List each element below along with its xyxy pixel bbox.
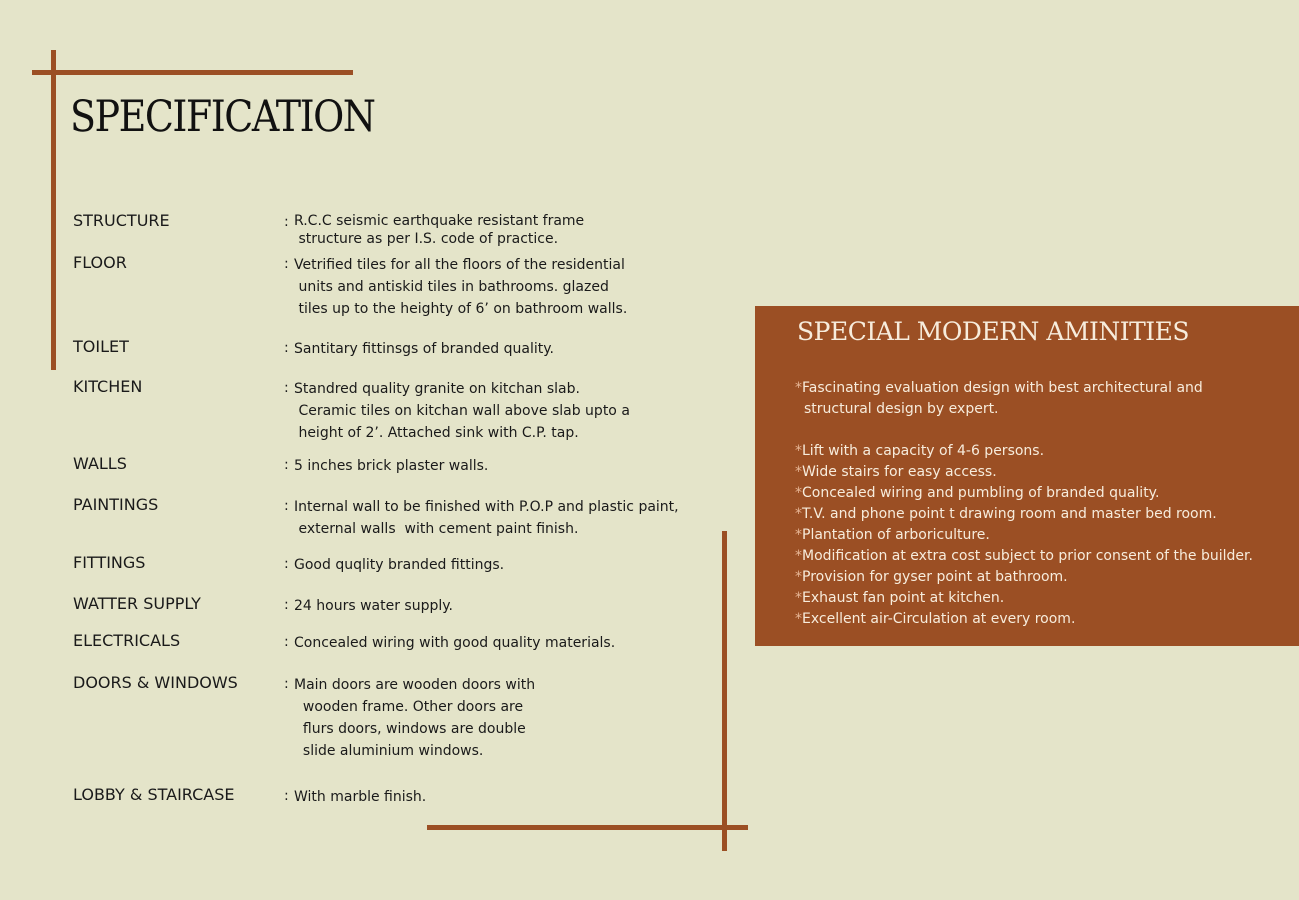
amenities-panel xyxy=(755,306,1299,646)
spec-value-line: wooden frame. Other doors are xyxy=(294,699,524,715)
asterisk-bullet-icon: * xyxy=(795,611,802,627)
spec-value xyxy=(294,554,504,576)
amenity-text: Modification at extra cost subject to prior consent of the builder. xyxy=(802,548,1253,564)
asterisk-bullet-icon: * xyxy=(795,590,802,606)
spec-value xyxy=(294,254,627,320)
spec-value xyxy=(294,378,630,444)
spec-colon: : xyxy=(284,597,289,613)
spec-value xyxy=(294,786,426,808)
amenity-text: Concealed wiring and pumbling of branded quality. xyxy=(802,485,1160,501)
spec-value xyxy=(294,674,535,762)
amenity-item xyxy=(795,378,1253,420)
spec-colon: : xyxy=(284,380,289,396)
amenity-item xyxy=(795,609,1253,630)
spec-value-line: 5 inches brick plaster walls. xyxy=(294,458,489,474)
amenity-text: Exhaust fan point at kitchen. xyxy=(802,590,1005,606)
spec-colon: : xyxy=(284,457,289,473)
amenity-item xyxy=(795,462,1253,483)
spec-value xyxy=(294,338,554,360)
amenity-text: T.V. and phone point t drawing room and master bed room. xyxy=(802,506,1217,522)
spec-value-line: Good quqlity branded fittings. xyxy=(294,557,505,573)
amenity-item xyxy=(795,504,1253,525)
asterisk-bullet-icon: * xyxy=(795,464,802,480)
spec-value-line: units and antiskid tiles in bathrooms. glazed xyxy=(294,279,609,295)
spec-label: KITCHEN xyxy=(73,377,143,396)
amenity-text: structural design by expert. xyxy=(804,401,999,417)
spec-colon: : xyxy=(284,498,289,514)
amenity-text: Plantation of arboriculture. xyxy=(802,527,990,543)
spec-value-line: With marble finish. xyxy=(294,789,427,805)
spec-value xyxy=(294,595,453,617)
spec-label: STRUCTURE xyxy=(73,211,170,230)
amenity-item xyxy=(795,525,1253,546)
amenity-item xyxy=(795,588,1253,609)
spec-label: FLOOR xyxy=(73,253,127,272)
spec-label: ELECTRICALS xyxy=(73,631,181,650)
spec-value-line: external walls with cement paint finish. xyxy=(294,521,579,537)
amenity-text: Lift with a capacity of 4-6 persons. xyxy=(802,443,1045,459)
spec-value-line: slide aluminium windows. xyxy=(294,743,484,759)
spec-value-line: R.C.C seismic earthquake resistant frame xyxy=(294,213,585,229)
spec-value-line: flurs doors, windows are double xyxy=(294,721,526,737)
spec-value xyxy=(294,212,584,248)
amenity-item xyxy=(795,567,1253,588)
amenity-text: Excellent air-Circulation at every room. xyxy=(802,611,1076,627)
amenity-text: Provision for gyser point at bathroom. xyxy=(802,569,1068,585)
spec-label: WALLS xyxy=(73,454,127,473)
spec-value-line: Main doors are wooden doors with xyxy=(294,677,536,693)
spec-value-line: height of 2’. Attached sink with C.P. tap. xyxy=(294,425,579,441)
spec-colon: : xyxy=(284,634,289,650)
amenity-text: Wide stairs for easy access. xyxy=(802,464,997,480)
top-left-vertical-rule xyxy=(51,50,56,370)
page-title: SPECIFICATION xyxy=(70,92,375,142)
spec-value-line: 24 hours water supply. xyxy=(294,598,453,614)
spec-value-line: tiles up to the heighty of 6’ on bathroom walls. xyxy=(294,301,628,317)
asterisk-bullet-icon: * xyxy=(795,380,802,396)
spec-value-line: Ceramic tiles on kitchan wall above slab upto a xyxy=(294,403,630,419)
spec-value-line: Internal wall to be finished with P.O.P and plastic paint, xyxy=(294,499,679,515)
spec-label: LOBBY & STAIRCASE xyxy=(73,785,235,804)
spec-value-line: Standred quality granite on kitchan slab. xyxy=(294,381,580,397)
spec-value-line: Santitary fittinsgs of branded quality. xyxy=(294,341,554,357)
amenities-title: SPECIAL MODERN AMINITIES xyxy=(797,317,1190,346)
amenities-list xyxy=(795,378,1253,630)
spec-label: WATTER SUPPLY xyxy=(73,594,201,613)
asterisk-bullet-icon: * xyxy=(795,485,802,501)
spec-value xyxy=(294,455,488,477)
top-left-horizontal-rule xyxy=(32,70,353,75)
amenity-item xyxy=(795,441,1253,462)
amenity-text: Fascinating evaluation design with best architectural and xyxy=(802,380,1203,396)
asterisk-bullet-icon: * xyxy=(795,443,802,459)
amenity-item xyxy=(795,546,1253,567)
spec-colon: : xyxy=(284,556,289,572)
spec-value xyxy=(294,632,615,654)
spec-label: TOILET xyxy=(73,337,129,356)
asterisk-bullet-icon: * xyxy=(795,506,802,522)
bottom-right-horizontal-rule xyxy=(427,825,748,830)
spec-value-line: Concealed wiring with good quality materials. xyxy=(294,635,616,651)
asterisk-bullet-icon: * xyxy=(795,527,802,543)
spec-colon: : xyxy=(284,214,289,230)
spec-colon: : xyxy=(284,340,289,356)
asterisk-bullet-icon: * xyxy=(795,548,802,564)
spec-colon: : xyxy=(284,256,289,272)
spec-label: FITTINGS xyxy=(73,553,146,572)
spec-label: PAINTINGS xyxy=(73,495,159,514)
spec-value xyxy=(294,496,679,540)
spec-colon: : xyxy=(284,788,289,804)
spec-value-line: structure as per I.S. code of practice. xyxy=(294,231,559,247)
spec-label: DOORS & WINDOWS xyxy=(73,673,238,692)
spec-value-line: Vetrified tiles for all the floors of the residential xyxy=(294,257,625,273)
spec-colon: : xyxy=(284,676,289,692)
asterisk-bullet-icon: * xyxy=(795,569,802,585)
amenity-item xyxy=(795,483,1253,504)
bottom-right-vertical-rule xyxy=(722,531,727,851)
